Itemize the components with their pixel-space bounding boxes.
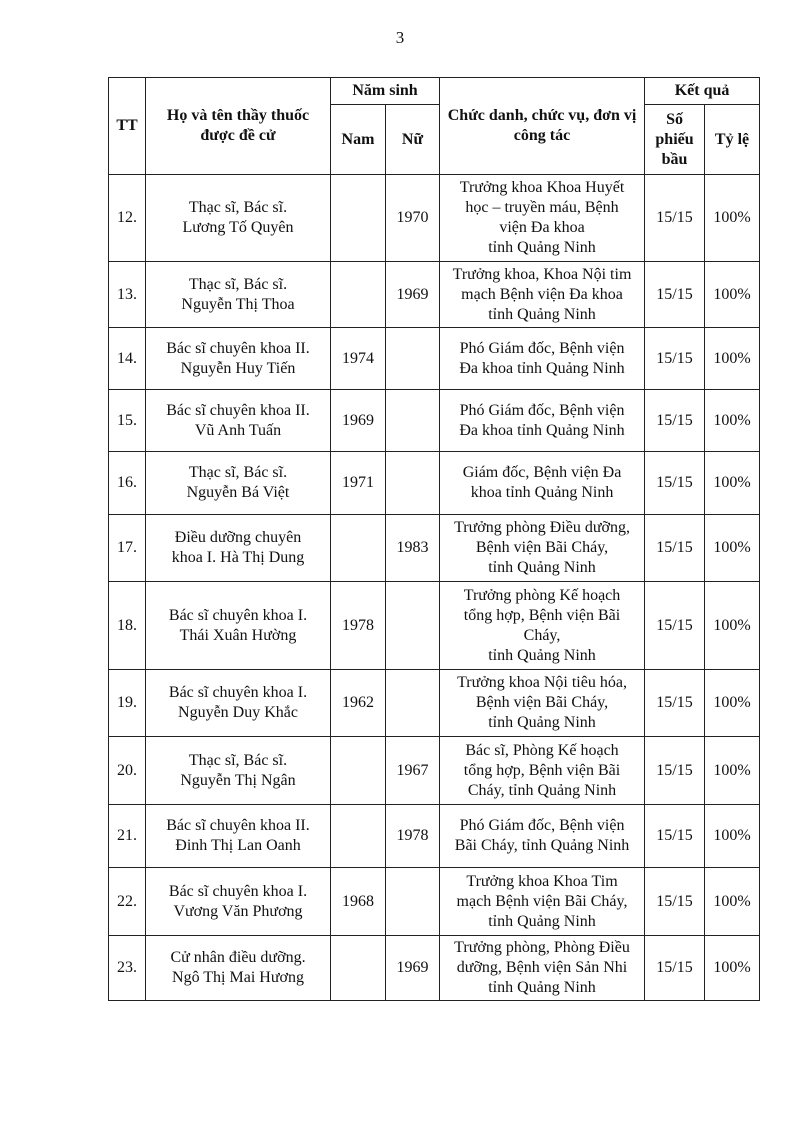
table-row	[109, 805, 760, 868]
vote-count: 15/15	[645, 328, 705, 390]
nominee-name	[146, 390, 331, 452]
vote-count: 15/15	[645, 670, 705, 737]
position-unit	[440, 936, 645, 1001]
table-row	[109, 868, 760, 936]
nominee-name	[146, 737, 331, 805]
birth-year-female: 1978	[386, 805, 440, 868]
vote-count: 15/15	[645, 936, 705, 1001]
header-ratio: Tỷ lệ	[705, 105, 760, 175]
nominee-name	[146, 670, 331, 737]
vote-ratio: 100%	[705, 805, 760, 868]
row-number: 14.	[109, 328, 146, 390]
vote-count: 15/15	[645, 805, 705, 868]
position-line: tỉnh Quảng Ninh	[488, 714, 596, 731]
birth-year-male	[331, 936, 386, 1001]
birth-year-female: 1970	[386, 175, 440, 262]
birth-year-male	[331, 262, 386, 328]
position-line: Phó Giám đốc, Bệnh viện	[459, 339, 625, 357]
birth-year-female: 1969	[386, 936, 440, 1001]
header-female: Nữ	[386, 105, 440, 175]
birth-year-male	[331, 515, 386, 582]
row-number: 23.	[109, 936, 146, 1001]
birth-year-male: 1969	[331, 390, 386, 452]
position-unit	[440, 390, 645, 452]
nominee-name-line: Nguyễn Thị Ngân	[180, 771, 296, 789]
table-row	[109, 737, 760, 805]
row-number: 13.	[109, 262, 146, 328]
row-number: 19.	[109, 670, 146, 737]
table-row	[109, 670, 760, 737]
position-line: Cháy,	[523, 626, 561, 644]
row-number: 18.	[109, 582, 146, 670]
row-number: 20.	[109, 737, 146, 805]
vote-count: 15/15	[645, 515, 705, 582]
position-line: tỉnh Quảng Ninh	[488, 559, 596, 576]
position-line: tỉnh Quảng Ninh	[488, 646, 596, 664]
vote-ratio: 100%	[705, 737, 760, 805]
position-line: Giám đốc, Bệnh viện Đa	[462, 464, 622, 481]
birth-year-female	[386, 452, 440, 515]
header-name: Họ và tên thầy thuốc được đề cử	[146, 78, 331, 175]
position-unit	[440, 175, 645, 262]
row-number: 12.	[109, 175, 146, 262]
position-line: mạch Bệnh viện Đa khoa	[461, 285, 623, 303]
position-line: khoa tỉnh Quảng Ninh	[470, 484, 614, 501]
vote-count: 15/15	[645, 262, 705, 328]
position-line: tổng hợp, Bệnh viện Bãi	[463, 761, 621, 779]
vote-ratio: 100%	[705, 868, 760, 936]
nominee-table	[108, 77, 760, 1001]
position-unit	[440, 737, 645, 805]
vote-ratio: 100%	[705, 262, 760, 328]
birth-year-male	[331, 175, 386, 262]
vote-count: 15/15	[645, 452, 705, 515]
position-unit	[440, 452, 645, 515]
position-line: tỉnh Quảng Ninh	[488, 305, 596, 323]
nominee-name	[146, 936, 331, 1001]
nominee-name-line: Nguyễn Bá Việt	[186, 484, 290, 501]
nominee-name-line: Thạc sĩ, Bác sĩ.	[188, 199, 288, 216]
birth-year-male: 1978	[331, 582, 386, 670]
nominee-name-line: Nguyễn Duy Khắc	[178, 704, 298, 721]
nominee-name	[146, 452, 331, 515]
page-number: 3	[395, 28, 405, 47]
position-unit	[440, 515, 645, 582]
vote-ratio: 100%	[705, 390, 760, 452]
nominee-name-line: Cử nhân điều dưỡng.	[170, 949, 306, 966]
nominee-name-line: Bác sĩ chuyên khoa I.	[168, 882, 308, 900]
nominee-name	[146, 582, 331, 670]
position-line: tỉnh Quảng Ninh	[488, 979, 596, 996]
vote-count: 15/15	[645, 737, 705, 805]
nominee-name-line: Bác sĩ chuyên khoa II.	[166, 401, 310, 419]
nominee-name-line: Nguyễn Thị Thoa	[181, 295, 295, 313]
vote-ratio: 100%	[705, 452, 760, 515]
row-number: 21.	[109, 805, 146, 868]
vote-count: 15/15	[645, 582, 705, 670]
position-line: Trưởng phòng Kế hoạch	[463, 586, 621, 604]
birth-year-female: 1969	[386, 262, 440, 328]
birth-year-female	[386, 868, 440, 936]
position-line: Phó Giám đốc, Bệnh viện	[459, 817, 625, 834]
vote-ratio: 100%	[705, 515, 760, 582]
vote-ratio: 100%	[705, 175, 760, 262]
position-line: Bệnh viện Bãi Cháy,	[475, 539, 609, 556]
nominee-name	[146, 868, 331, 936]
table-row	[109, 175, 760, 262]
position-line: tỉnh Quảng Ninh	[488, 912, 596, 930]
position-unit	[440, 262, 645, 328]
table-row	[109, 390, 760, 452]
position-unit	[440, 868, 645, 936]
nominee-name	[146, 328, 331, 390]
birth-year-male: 1974	[331, 328, 386, 390]
position-line: Trưởng khoa Khoa Tim	[466, 872, 618, 890]
vote-count: 15/15	[645, 868, 705, 936]
nominee-name-line: Bác sĩ chuyên khoa I.	[168, 606, 308, 624]
position-line: Trưởng khoa, Khoa Nội tim	[452, 265, 632, 283]
row-number: 16.	[109, 452, 146, 515]
position-line: dưỡng, Bệnh viện Sản Nhi	[456, 959, 628, 976]
nominee-name-line: Bác sĩ chuyên khoa II.	[166, 339, 310, 357]
nominee-name-line: Vương Văn Phương	[173, 902, 303, 920]
row-number: 22.	[109, 868, 146, 936]
birth-year-male	[331, 737, 386, 805]
nominee-name	[146, 262, 331, 328]
birth-year-female	[386, 328, 440, 390]
position-line: Trưởng khoa Nội tiêu hóa,	[457, 674, 627, 691]
nominee-name-line: khoa I. Hà Thị Dung	[171, 549, 305, 566]
birth-year-male	[331, 805, 386, 868]
nominee-name	[146, 805, 331, 868]
table-row	[109, 452, 760, 515]
birth-year-female: 1983	[386, 515, 440, 582]
position-line: tổng hợp, Bệnh viện Bãi	[463, 606, 621, 624]
table-row	[109, 515, 760, 582]
position-line: Trưởng phòng, Phòng Điều	[454, 939, 630, 956]
position-line: Cháy, tỉnh Quảng Ninh	[467, 781, 617, 799]
table-row	[109, 262, 760, 328]
birth-year-female	[386, 582, 440, 670]
vote-ratio: 100%	[705, 582, 760, 670]
nominee-name-line: Vũ Anh Tuấn	[194, 421, 282, 439]
vote-ratio: 100%	[705, 936, 760, 1001]
nominee-name-line: Điều dưỡng chuyên	[174, 529, 302, 546]
header-tt: TT	[109, 78, 146, 175]
table-row	[109, 936, 760, 1001]
header-birth-year: Năm sinh	[331, 78, 440, 105]
nominee-name-line: Bác sĩ chuyên khoa II.	[166, 817, 310, 834]
row-number: 17.	[109, 515, 146, 582]
nominee-name-line: Thạc sĩ, Bác sĩ.	[188, 464, 288, 481]
nominee-name-line: Lương Tố Quyên	[182, 219, 294, 236]
position-line: viện Đa khoa	[499, 219, 585, 236]
vote-ratio: 100%	[705, 328, 760, 390]
nominee-name-line: Đinh Thị Lan Oanh	[175, 837, 301, 854]
birth-year-male: 1968	[331, 868, 386, 936]
position-line: Bãi Cháy, tỉnh Quảng Ninh	[454, 837, 630, 854]
nominee-name-line: Thạc sĩ, Bác sĩ.	[188, 751, 288, 769]
vote-ratio: 100%	[705, 670, 760, 737]
position-unit	[440, 582, 645, 670]
birth-year-male: 1971	[331, 452, 386, 515]
position-line: Phó Giám đốc, Bệnh viện	[459, 401, 625, 419]
birth-year-female	[386, 670, 440, 737]
nominee-name-line: Nguyễn Huy Tiến	[180, 359, 296, 377]
position-unit	[440, 670, 645, 737]
nominee-name	[146, 515, 331, 582]
header-male: Nam	[331, 105, 386, 175]
birth-year-female	[386, 390, 440, 452]
position-line: mạch Bệnh viện Bãi Cháy,	[456, 892, 628, 910]
position-line: Đa khoa tỉnh Quảng Ninh	[459, 421, 625, 439]
header-result: Kết quả	[645, 78, 760, 105]
position-line: Trưởng phòng Điều dưỡng,	[454, 519, 630, 536]
header-votes: Số phiếu bầu	[645, 105, 705, 175]
nominee-name-line: Bác sĩ chuyên khoa I.	[168, 684, 308, 701]
position-line: Đa khoa tỉnh Quảng Ninh	[459, 359, 625, 377]
table-row	[109, 328, 760, 390]
position-unit	[440, 328, 645, 390]
nominee-name	[146, 175, 331, 262]
position-line: Trưởng khoa Khoa Huyết	[459, 179, 625, 196]
position-unit	[440, 805, 645, 868]
birth-year-male: 1962	[331, 670, 386, 737]
nominee-name-line: Thạc sĩ, Bác sĩ.	[188, 275, 288, 293]
nominee-name-line: Ngô Thị Mai Hương	[172, 969, 304, 986]
position-line: Bác sĩ, Phòng Kế hoạch	[465, 741, 619, 759]
table-row	[109, 582, 760, 670]
position-line: Bệnh viện Bãi Cháy,	[475, 694, 609, 711]
position-line: tỉnh Quảng Ninh	[488, 239, 596, 256]
vote-count: 15/15	[645, 175, 705, 262]
position-line: học – truyền máu, Bệnh	[465, 199, 619, 216]
header-position: Chức danh, chức vụ, đơn vị công tác	[440, 78, 645, 175]
nominee-name-line: Thái Xuân Hường	[179, 626, 297, 644]
birth-year-female: 1967	[386, 737, 440, 805]
row-number: 15.	[109, 390, 146, 452]
vote-count: 15/15	[645, 390, 705, 452]
